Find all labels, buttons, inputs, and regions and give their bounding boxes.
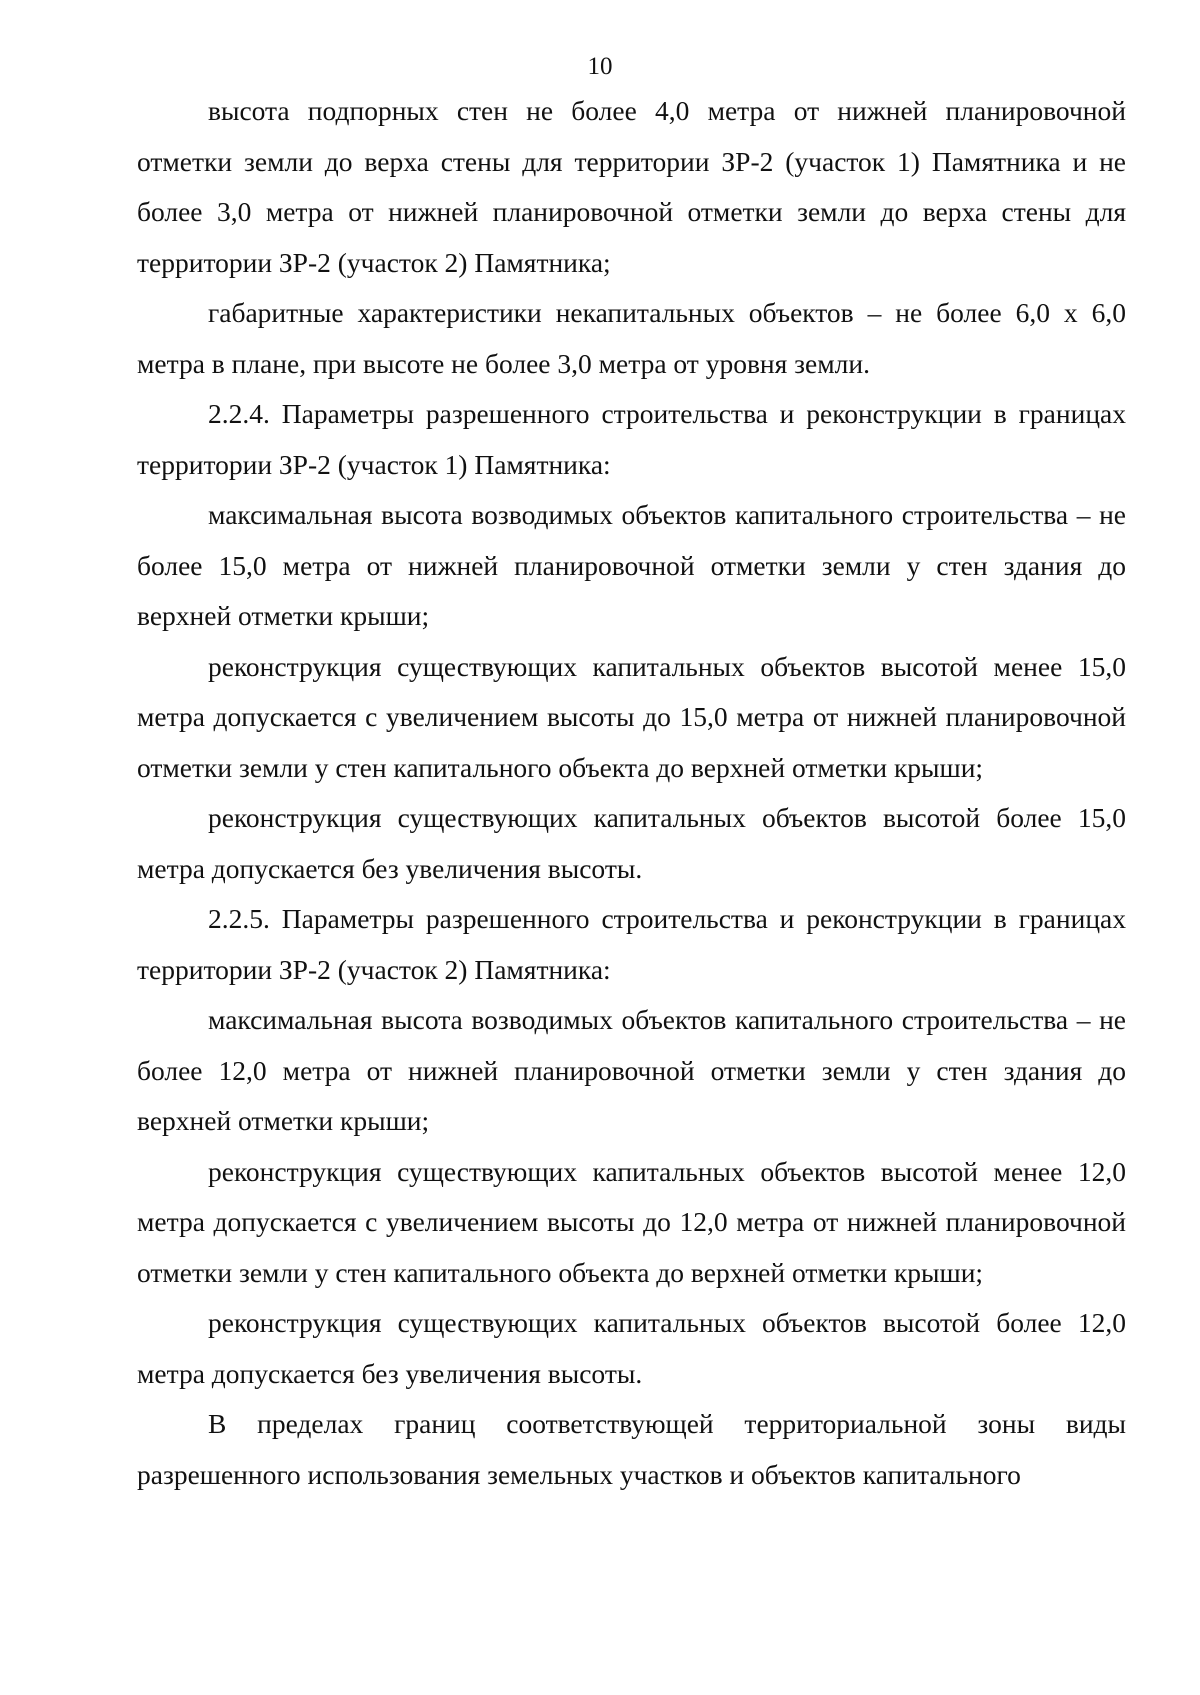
paragraph-reconstruction-above-12: реконструкция существующих капитальных объектов высотой более 12,0 метра допускается без увеличения высоты. <box>137 1307 1126 1389</box>
paragraph-reconstruction-below-12: реконструкция существующих капитальных объектов высотой менее 12,0 метра допускается с увеличением высоты до 12,0 метра от нижней планировочной отметки земли у стен капитального объекта до верхней отметки крыши; <box>137 1155 1126 1288</box>
document-body <box>137 86 1126 1500</box>
paragraph-retaining-wall-height: высота подпорных стен не более 4,0 метра от нижней планировочной отметки земли до верха стены для территории ЗР-2 (участок 1) Памятника и не более 3,0 метра от нижней планировочной отметки земли до верха стены для территории ЗР-2 (участок 2) Памятника; <box>137 95 1126 278</box>
paragraph-reconstruction-above-15: реконструкция существующих капитальных объектов высотой более 15,0 метра допускается без увеличения высоты. <box>137 802 1126 884</box>
paragraph-reconstruction-below-15: реконструкция существующих капитальных объектов высотой менее 15,0 метра допускается с увеличением высоты до 15,0 метра от нижней планировочной отметки земли у стен капитального объекта до верхней отметки крыши; <box>137 650 1126 783</box>
paragraph-zone-permitted-use: В пределах границ соответствующей территориальной зоны виды разрешенного использования земельных участков и объектов капитального <box>137 1408 1126 1490</box>
paragraph-section-2-2-4-heading: 2.2.4. Параметры разрешенного строительства и реконструкции в границах территории ЗР-2 (участок 1) Памятника: <box>137 398 1126 480</box>
paragraph-max-height-plot-1: максимальная высота возводимых объектов капитального строительства – не более 15,0 метра от нижней планировочной отметки земли у стен здания до верхней отметки крыши; <box>137 499 1126 631</box>
paragraph-section-2-2-5-heading: 2.2.5. Параметры разрешенного строительства и реконструкции в границах территории ЗР-2 (участок 2) Памятника: <box>137 903 1126 985</box>
paragraph-max-height-plot-2: максимальная высота возводимых объектов капитального строительства – не более 12,0 метра от нижней планировочной отметки земли у стен здания до верхней отметки крыши; <box>137 1004 1126 1136</box>
page-number: 10 <box>587 53 613 80</box>
paragraph-non-capital-dimensions: габаритные характеристики некапитальных объектов – не более 6,0 х 6,0 метра в плане, при высоте не более 3,0 метра от уровня земли. <box>137 297 1126 379</box>
